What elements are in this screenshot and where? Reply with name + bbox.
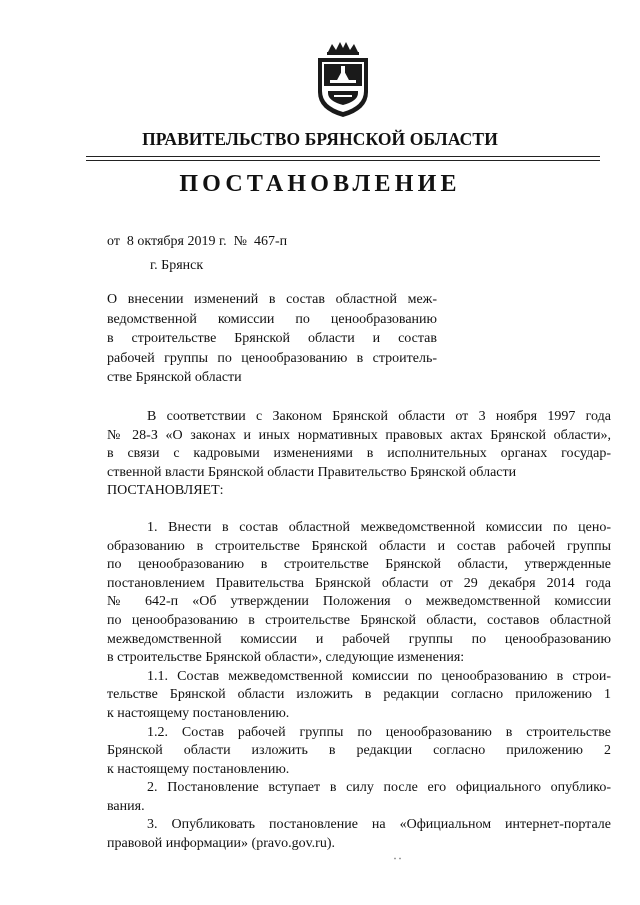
item-2-line: вания. [107, 798, 145, 814]
item-1-line: постановлением Правительства Брянской области от 29 декабря 2014 года [107, 575, 611, 591]
item-1-1-paragraph [107, 668, 611, 724]
item-1-line: по ценообразованию в строительстве Брянской области, утвержденные [107, 557, 611, 573]
coat-of-arms-emblem [314, 42, 372, 118]
preamble-decree-word: ПОСТАНОВЛЯЕТ: [107, 483, 224, 499]
preamble-line: В соответствии с Законом Брянской области от 3 ноября 1997 года [147, 409, 611, 424]
document-type-title: ПОСТАНОВЛЕНИЕ [179, 171, 461, 197]
preamble-paragraph [107, 408, 611, 501]
item-1-line: 1. Внести в состав областной межведомственной комиссии по цено- [147, 519, 611, 535]
preamble-line: № 28-З «О законах и иных нормативных правовых актах Брянской области», [107, 427, 611, 443]
item-1-line: образованию в строительстве Брянской области и состав рабочей группы [107, 538, 611, 554]
document-city: г. Брянск [150, 258, 204, 273]
item-3-paragraph [107, 816, 611, 853]
document-date-number: от 8 октября 2019 г. № 467-п [107, 234, 288, 249]
item-1-2-line: Брянской области изложить в редакции согласно приложению 2 [107, 743, 611, 759]
item-1-paragraph [107, 519, 611, 668]
item-1-line: по ценообразованию в строительстве Брянской области, составов областной [107, 612, 611, 628]
item-1-2-paragraph [107, 724, 611, 780]
item-1-2-line: к настоящему постановлению. [107, 761, 290, 777]
preamble-line: в связи с кадровыми изменениями в исполнительных органах государ- [107, 446, 611, 462]
document-subject [107, 290, 437, 388]
item-1-2-line: 1.2. Состав рабочей группы по ценообразованию в строительстве [147, 724, 611, 740]
preamble-line: ственной власти Брянской области Правительство Брянской области [107, 464, 517, 480]
subject-line: в строительстве Брянской области и состав [107, 331, 437, 346]
item-2-paragraph [107, 779, 611, 816]
item-2-line: 2. Постановление вступает в силу после его официального опублико- [147, 780, 611, 796]
organization-title: ПРАВИТЕЛЬСТВО БРЯНСКОЙ ОБЛАСТИ [142, 129, 498, 149]
item-1-line: межведомственной комиссии и рабочей группы по ценообразованию [107, 631, 611, 647]
item-1-1-line: тельстве Брянской области изложить в редакции согласно приложению 1 [107, 687, 611, 703]
document-body [107, 408, 611, 854]
header-rule-bottom [86, 160, 600, 161]
header-rule-top [86, 156, 600, 157]
item-3-line: 3. Опубликовать постановление на «Официальном интернет-портале [147, 817, 611, 833]
item-1-1-line: 1.1. Состав межведомственной комиссии по ценообразованию в строи- [147, 668, 611, 684]
item-1-line: № 642-п «Об утверждении Положения о межведомственной комиссии [107, 594, 611, 610]
subject-line: рабочей группы по ценообразованию в строитель- [107, 350, 437, 366]
subject-line: О внесении изменений в состав областной меж- [107, 292, 437, 307]
item-1-line: в строительстве Брянской области», следующие изменения: [107, 650, 465, 666]
scan-artifact [393, 857, 407, 860]
item-3-line: правовой информации» (pravo.gov.ru). [107, 836, 335, 852]
subject-line: стве Брянской области [107, 370, 242, 385]
item-1-1-line: к настоящему постановлению. [107, 705, 290, 721]
subject-line: ведомственной комиссии по ценообразованию [107, 311, 437, 327]
